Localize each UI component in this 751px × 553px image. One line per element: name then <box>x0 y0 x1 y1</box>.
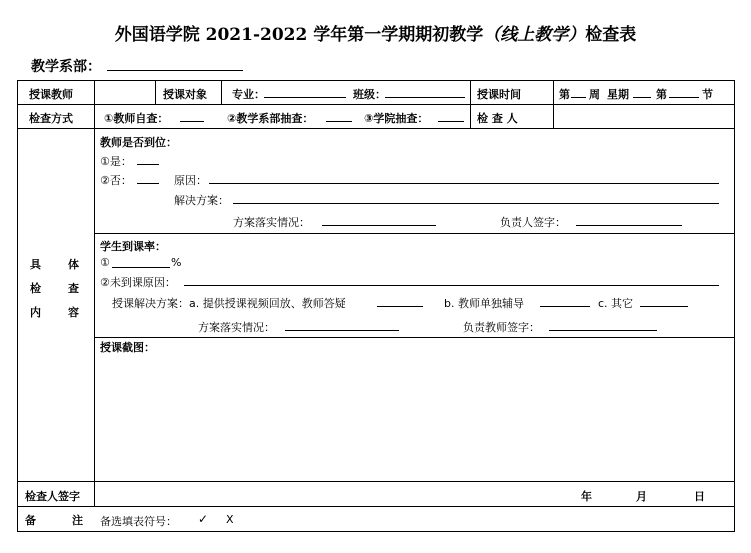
table-vline <box>221 80 222 104</box>
college-check-option: ③学院抽查： <box>364 112 429 125</box>
table-border-right <box>734 80 735 531</box>
remark-text: 备选填表符号： <box>100 515 177 528</box>
table-border-left <box>17 80 18 531</box>
absent-reason-field[interactable] <box>184 275 719 286</box>
page-title <box>0 20 751 45</box>
solution-field[interactable] <box>233 193 719 204</box>
date-year: 年 <box>581 490 592 503</box>
responsible-sign-field[interactable] <box>576 215 682 226</box>
content-label-char: 具 <box>30 258 41 271</box>
class-field[interactable] <box>385 87 465 98</box>
screenshot-heading: 授课截图： <box>100 341 155 354</box>
self-check-option: ①教师自查： <box>104 112 169 125</box>
implementation-label: 方案落实情况： <box>233 216 310 229</box>
week-label: 第 <box>559 88 570 101</box>
teaching-solution-a: 授课解决方案：a. 提供授课视频回放、教师答疑 <box>112 297 346 310</box>
content-label-char: 查 <box>68 282 79 295</box>
period-unit: 节 <box>702 88 713 101</box>
teaching-solution-b: b. 教师单独辅导 <box>444 297 524 310</box>
table-hline <box>17 104 735 105</box>
method-label: 检查方式 <box>29 112 73 125</box>
teacher-sign-field[interactable] <box>549 320 657 331</box>
cross-mark: X <box>226 513 234 526</box>
presence-yes-field[interactable] <box>137 154 159 165</box>
teacher-sign-label: 负责教师签字： <box>463 321 540 334</box>
check-mark-icon: ✓ <box>198 512 209 526</box>
weekday-label: 星期 <box>607 88 629 101</box>
period-label: 第 <box>656 88 667 101</box>
week-field[interactable] <box>571 87 586 98</box>
weekday-field[interactable] <box>633 87 651 98</box>
attendance-rate-suffix: % <box>171 256 182 269</box>
absence-reason-label: 原因： <box>174 174 207 187</box>
remark-label-1: 备 <box>25 514 36 527</box>
department-field[interactable] <box>107 70 243 71</box>
table-hline <box>94 233 735 234</box>
implementation-field-2[interactable] <box>285 320 399 331</box>
absent-reason-label: ②未到课原因： <box>100 276 176 289</box>
table-vline <box>553 80 554 128</box>
attendance-rate-field[interactable] <box>112 257 170 268</box>
attendance-rate-prefix: ① <box>100 256 110 269</box>
teacher-presence-heading: 教师是否到位： <box>100 136 177 149</box>
attendance-heading: 学生到课率： <box>100 240 166 253</box>
absence-reason-field[interactable] <box>209 173 719 184</box>
table-vline <box>155 80 156 104</box>
table-hline <box>17 481 735 482</box>
title-italic: （线上教学） <box>483 25 586 45</box>
solution-b-field[interactable] <box>540 296 590 307</box>
remark-label-2: 注 <box>72 514 83 527</box>
date-day: 日 <box>694 490 705 503</box>
responsible-sign-label: 负责人签字： <box>500 216 566 229</box>
dept-check-option: ②教学系部抽查： <box>227 112 314 125</box>
solution-a-field[interactable] <box>377 296 423 307</box>
table-hline <box>94 337 735 338</box>
dept-check-field[interactable] <box>326 111 352 122</box>
inspector-label: 检 查 人 <box>477 112 518 125</box>
major-label: 专业： <box>232 88 265 101</box>
target-label: 授课对象 <box>163 88 207 101</box>
presence-no-label: ②否： <box>100 174 132 187</box>
self-check-field[interactable] <box>180 111 204 122</box>
solution-label: 解决方案： <box>174 194 229 207</box>
title-suffix: 检查表 <box>585 25 637 45</box>
table-vline <box>470 80 471 128</box>
implementation-label-2: 方案落实情况： <box>198 321 275 334</box>
teaching-solution-c: c. 其它 <box>598 297 634 310</box>
time-label: 授课时间 <box>477 88 521 101</box>
presence-no-field[interactable] <box>137 173 159 184</box>
solution-c-field[interactable] <box>640 296 688 307</box>
table-border-top <box>17 80 735 81</box>
week-unit: 周 <box>589 88 600 101</box>
content-label-char: 容 <box>68 306 79 319</box>
content-label-char: 检 <box>30 282 41 295</box>
inspector-sign-label: 检查人签字 <box>25 490 80 503</box>
college-check-field[interactable] <box>438 111 464 122</box>
table-border-bottom <box>17 531 735 532</box>
class-label: 班级： <box>353 88 386 101</box>
content-label-char: 内 <box>30 306 41 319</box>
table-hline <box>17 128 735 129</box>
period-field[interactable] <box>669 87 699 98</box>
screenshot-area[interactable] <box>96 355 732 479</box>
date-month: 月 <box>636 490 647 503</box>
table-vline <box>94 80 95 506</box>
inspector-sign-field[interactable] <box>96 484 566 504</box>
teacher-label: 授课教师 <box>29 88 73 101</box>
department-label: 教学系部： <box>31 59 101 75</box>
implementation-field[interactable] <box>322 215 436 226</box>
content-label-char: 体 <box>68 258 79 271</box>
presence-yes-label: ①是： <box>100 155 132 168</box>
table-hline <box>17 506 735 507</box>
major-field[interactable] <box>264 87 346 98</box>
title-main: 外国语学院 2021-2022 学年第一学期期初教学 <box>114 25 484 45</box>
